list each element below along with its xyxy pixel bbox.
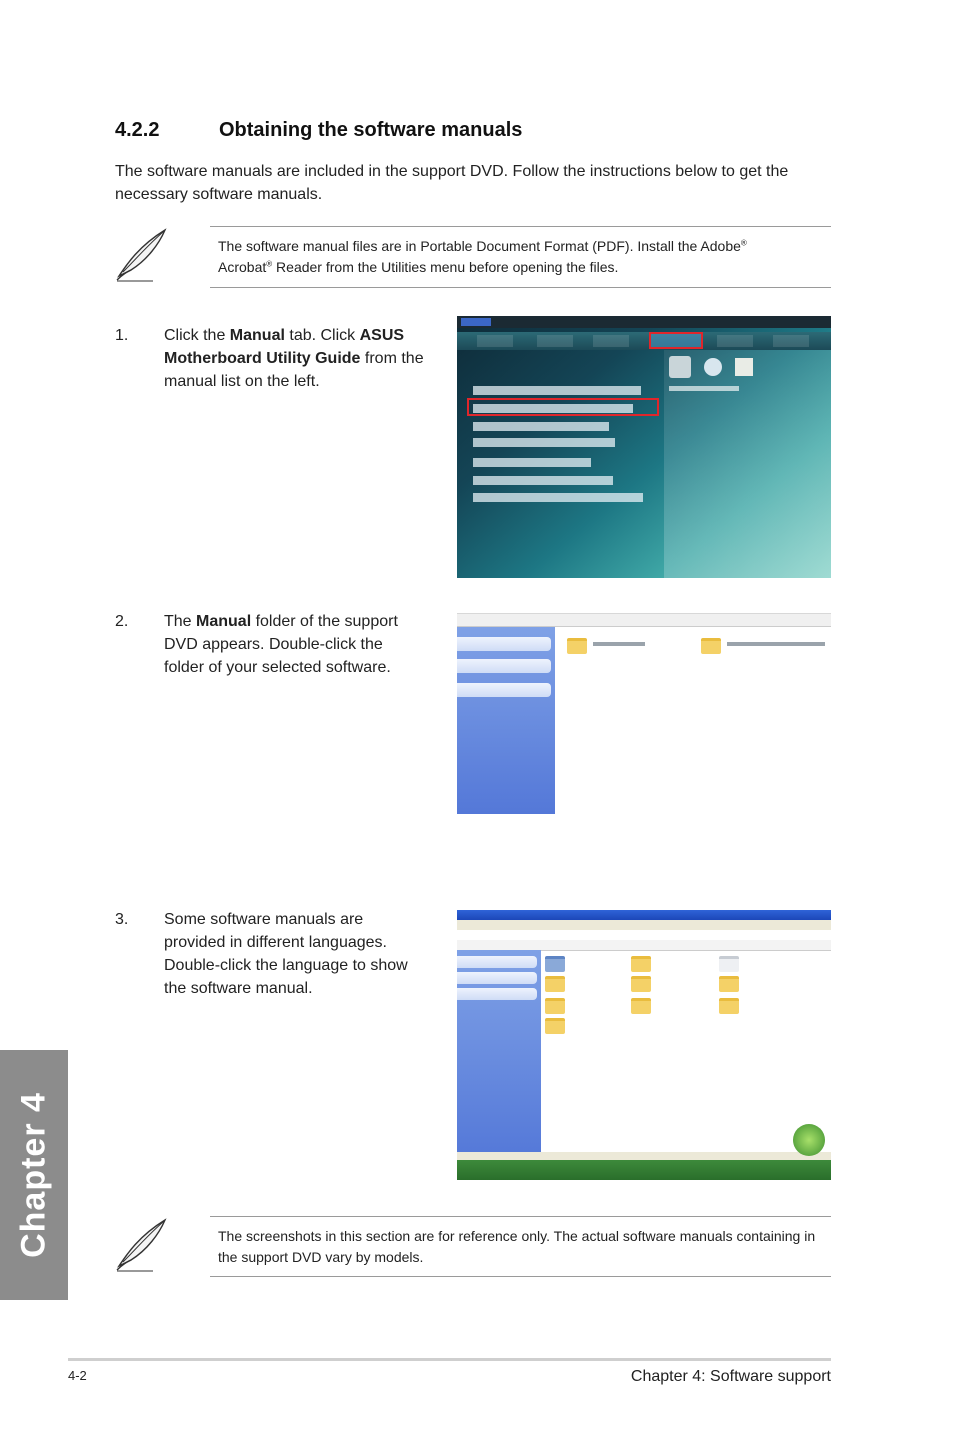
file-icon (719, 956, 739, 972)
folder-icon (545, 1018, 565, 1034)
manual-tab-highlight (649, 332, 703, 349)
disc-icon (704, 358, 722, 376)
folder-label (727, 642, 825, 646)
pen-quill-icon (113, 224, 173, 282)
note-1-line-1: The software manual files are in Portable Document Format (PDF). Install the Adobe (218, 238, 741, 254)
list-item (473, 386, 641, 395)
sidebar-panel (457, 988, 537, 1000)
tab (717, 335, 753, 347)
list-item (473, 476, 613, 485)
folder-icon (631, 998, 651, 1014)
step-1-part: Click the (164, 327, 230, 344)
asus-logo (461, 318, 491, 326)
folder-icon (545, 976, 565, 992)
note-top-rule (210, 1216, 831, 1217)
right-pane (664, 350, 831, 578)
list-item (473, 458, 591, 467)
file-icon (545, 956, 565, 972)
screenshot-support-dvd-manual-tab (457, 316, 831, 578)
step-3-text: Some software manuals are provided in different languages. Double-click the language to show the software manual. (164, 911, 408, 997)
list-item (473, 493, 643, 502)
page-number: 4-2 (68, 1368, 87, 1383)
registered-mark: ® (266, 259, 273, 269)
footer-title: Chapter 4: Software support (630, 1368, 831, 1385)
tab (537, 335, 573, 347)
tab (477, 335, 513, 347)
section-title: Obtaining the software manuals (219, 119, 523, 141)
note-top-rule (210, 226, 831, 227)
note-2-text: The screenshots in this section are for reference only. The actual software manuals containing in the support DVD vary by models. (218, 1228, 816, 1265)
tab (773, 335, 809, 347)
note-bottom-rule (210, 1276, 831, 1277)
pen-icon (735, 358, 753, 376)
pen-quill-icon (113, 1214, 173, 1272)
sidebar-panel (457, 972, 537, 984)
step-2-number: 2. (115, 613, 129, 630)
explorer-sidebar (457, 950, 541, 1160)
folder-icon (631, 976, 651, 992)
note-1-text (218, 236, 818, 278)
chapter-label: Chapter 4 (14, 1092, 53, 1258)
folder-icon (701, 638, 721, 654)
step-1-part: tab. Click (284, 327, 360, 344)
step-3-number: 3. (115, 911, 129, 928)
step-1-text (164, 324, 426, 393)
folder-icon (719, 998, 739, 1014)
globe-icon (793, 1124, 825, 1156)
step-2-part: The (164, 613, 197, 630)
section-number: 4.2.2 (115, 119, 160, 141)
step-1-part: from the manual list on the left. (164, 350, 424, 390)
sidebar-panel (457, 956, 537, 968)
step-2-text (164, 610, 426, 679)
sidebar-panel (457, 683, 551, 697)
folder-icon (545, 998, 565, 1014)
folder-icon (719, 976, 739, 992)
sidebar-panel (457, 659, 551, 673)
tab (593, 335, 629, 347)
step-2-manual-folder: Manual (196, 613, 252, 630)
folder-icon (567, 638, 587, 654)
footer-rule (68, 1358, 831, 1361)
note-1-line-2: Reader from the Utilities menu before opening the files. (272, 259, 619, 275)
screenshot-manual-folder (457, 613, 831, 814)
pane-caption (669, 386, 739, 391)
registered-mark: ® (740, 238, 747, 248)
address-bar (457, 614, 831, 627)
note-1-acrobat: Acrobat (218, 259, 267, 275)
menu-bar (457, 920, 831, 930)
tab-bar (457, 332, 831, 350)
section-heading (115, 119, 522, 142)
intro-paragraph: The software manuals are included in the support DVD. Follow the instructions below to get the necessary software manuals. (115, 163, 789, 203)
folder-label (593, 642, 645, 646)
step-2-part: folder of the support DVD appears. Double-click the folder of your selected software. (164, 613, 398, 676)
status-bar (457, 1152, 831, 1160)
explorer-sidebar (457, 627, 555, 814)
sidebar-panel (457, 637, 551, 651)
window-titlebar (457, 316, 831, 328)
list-item (473, 438, 615, 447)
taskbar (457, 1160, 831, 1180)
step-1-manual-tab: Manual (229, 327, 285, 344)
screenshot-language-folders (457, 910, 831, 1180)
step-1-number: 1. (115, 327, 129, 344)
folder-icon (631, 956, 651, 972)
list-item (473, 422, 609, 431)
window-titlebar (457, 910, 831, 920)
note-bottom-rule (210, 287, 831, 288)
utility-guide-highlight (467, 398, 659, 416)
step-1-guide-name: ASUS Motherboard Utility Guide (164, 327, 405, 367)
mb-icon (669, 356, 691, 378)
